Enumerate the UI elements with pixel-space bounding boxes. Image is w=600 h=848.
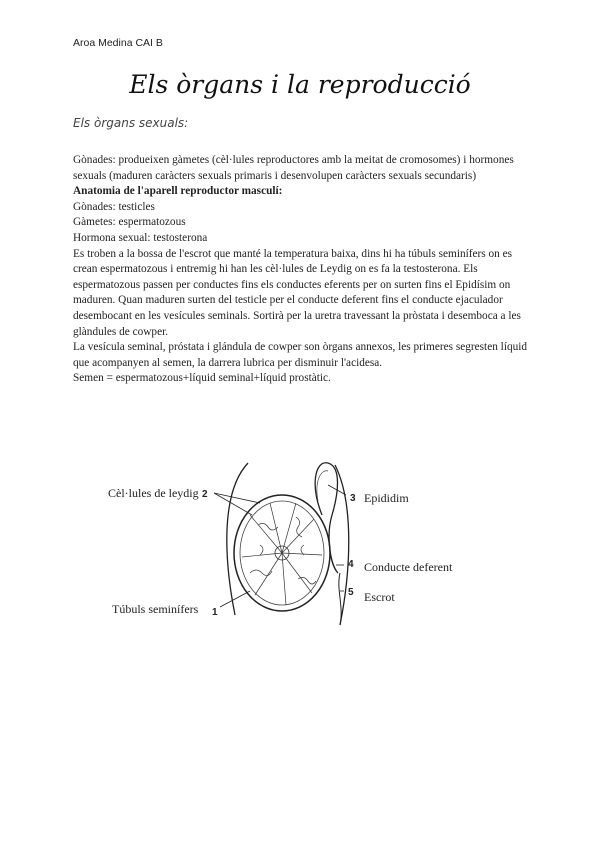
label-tubuls: Túbuls seminífers	[112, 602, 199, 616]
section-heading: Els òrgans sexuals:	[73, 116, 189, 130]
author-name: Aroa Medina CAI B	[73, 37, 163, 49]
label-epididim: Epididim	[364, 491, 409, 505]
number-1: 1	[212, 607, 218, 618]
body-text	[73, 153, 533, 387]
label-leydig: Cèl·lules de leydig	[108, 486, 199, 500]
number-3: 3	[350, 493, 356, 504]
paragraph-gonades-testicles: Gònades: testicles	[73, 200, 155, 213]
number-5: 5	[348, 587, 354, 598]
page-title: Els òrgans i la reproducció	[129, 70, 471, 99]
paragraph-anatomy-heading: Anatomia de l'aparell reproductor masculí:	[73, 185, 283, 198]
paragraph-annex-organs: La vesícula seminal, próstata i glándula de cowper son òrgans annexos, les primeres segresten líquid que acompanyen al semen, la darrera lubrica per disminuir l'acidesa.	[73, 341, 528, 369]
paragraph-description: Es troben a la bossa de l'escrot que manté la temperatura baixa, dins hi ha túbuls seminífers on es crean espermatozous i entremig hi han les cèl·lules de Leydig on es fa la testosterona. Els espermatozous passen per conductes fins els conductes eferents per on surten fins el Epidísim on maduren. Quan maduren surten del testicle per el conducte deferent fins el conducte ejaculador desembocant en les vesícules seminals. Sortirà per la uretra travessant la pròstata i desemboca a les glàndules de cowper.	[73, 247, 521, 338]
paragraph-gonades: Gònades: produeixen gàmetes (cèl·lules reproductores amb la meitat de cromosomes) i hormones sexuals (maduren caràcters sexuals primaris i desenvolupen caràcters sexuals secundaris)	[73, 154, 514, 182]
testicle-diagram	[100, 455, 460, 635]
label-escrot: Escrot	[364, 590, 395, 604]
number-2: 2	[202, 489, 208, 500]
paragraph-gametes: Gàmetes: espermatozous	[73, 216, 186, 229]
paragraph-hormone: Hormona sexual: testosterona	[73, 231, 208, 244]
number-4: 4	[348, 559, 354, 570]
paragraph-semen: Semen = espermatozous+líquid seminal+líquid prostàtic.	[73, 372, 331, 385]
label-conducte-deferent: Conducte deferent	[364, 560, 453, 574]
